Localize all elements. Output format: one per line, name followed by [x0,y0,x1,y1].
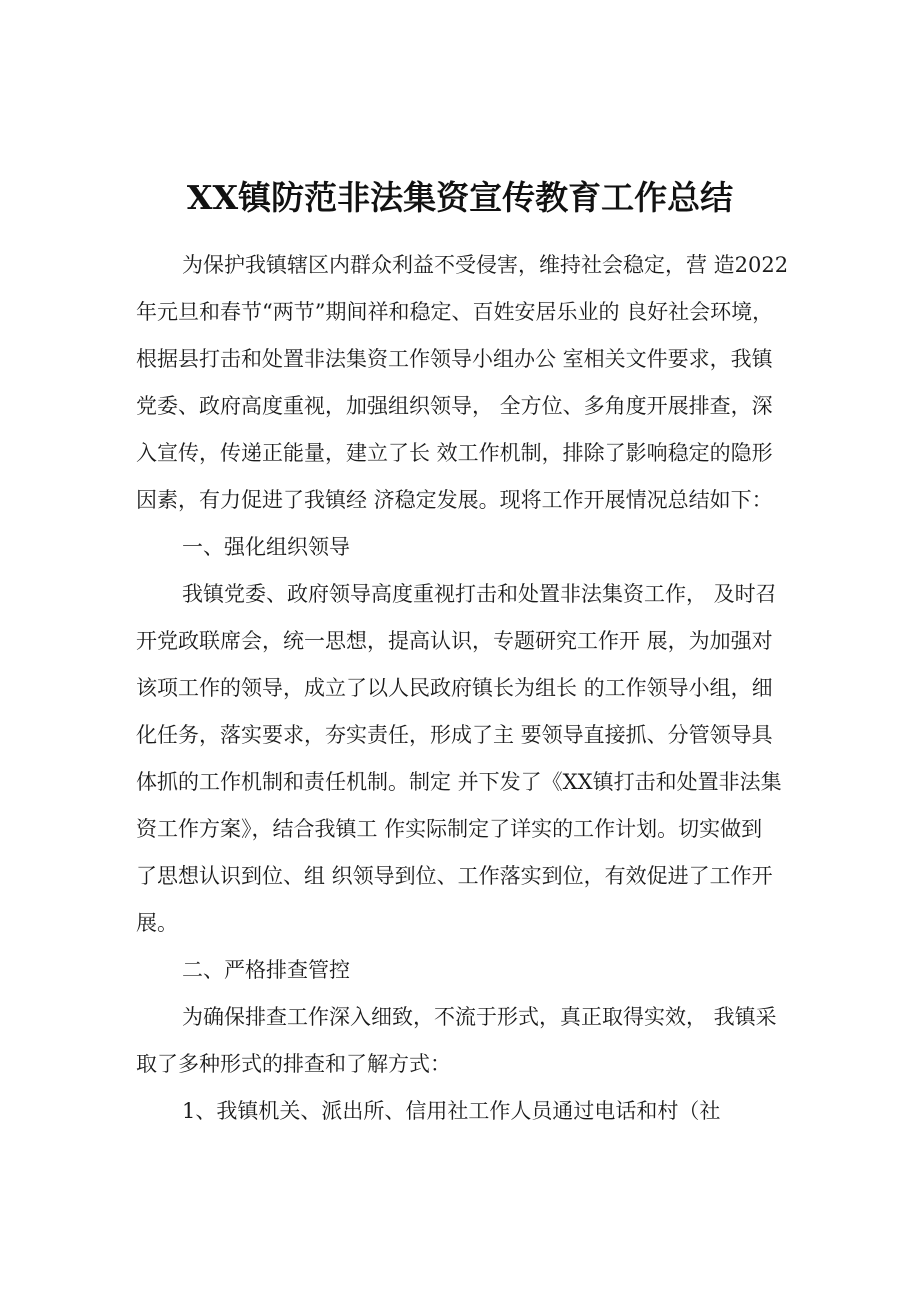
section-heading: 一、强化组织领导 [182,535,350,559]
list-item: 1、我镇机关、派出所、信用社工作人员通过电话和村（社 [182,1099,721,1123]
paragraph-line: 因素，有力促进了我镇经 济稳定发展。现将工作开展情况总结如下： [136,488,773,512]
paragraph-line: 该项工作的领导，成立了以人民政府镇长为组长 的工作领导小组，细 [136,676,773,700]
paragraph-line: 开党政联席会，统一思想，提高认识，专题研究工作开 展，为加强对 [136,629,773,653]
section-heading: 二、严格排查管控 [182,958,350,982]
paragraph-line: 我镇党委、政府领导高度重视打击和处置非法集资工作， 及时召 [182,582,777,606]
paragraph-line: 了思想认识到位、组 织领导到位、工作落实到位，有效促进了工作开 [136,864,773,888]
paragraph-line: 取了多种形式的排查和了解方式： [136,1052,451,1076]
document-title: XX镇防范非法集资宣传教育工作总结 [186,178,734,217]
paragraph-line: 为确保排查工作深入细致，不流于形式，真正取得实效， 我镇采 [182,1005,777,1029]
paragraph-line: 展。 [136,911,178,935]
paragraph-line: 体抓的工作机制和责任机制。制定 并下发了《XX镇打击和处置非法集 [136,770,782,794]
paragraph-line: 入宣传，传递正能量，建立了长 效工作机制，排除了影响稳定的隐形 [136,441,773,465]
paragraph-line: 根据县打击和处置非法集资工作领导小组办公 室相关文件要求，我镇 [136,347,773,371]
paragraph-line: 化任务，落实要求，夯实责任，形成了主 要领导直接抓、分管领导具 [136,723,773,747]
paragraph-line: 年元旦和春节“两节”期间祥和稳定、百姓安居乐业的 良好社会环境， [136,300,774,324]
paragraph-line: 为保护我镇辖区内群众利益不受侵害，维持社会稳定，营 造2022 [182,253,789,277]
paragraph-line: 党委、政府高度重视，加强组织领导， 全方位、多角度开展排查，深 [136,394,773,418]
paragraph-line: 资工作方案》，结合我镇工 作实际制定了详实的工作计划。切实做到 [136,817,763,841]
